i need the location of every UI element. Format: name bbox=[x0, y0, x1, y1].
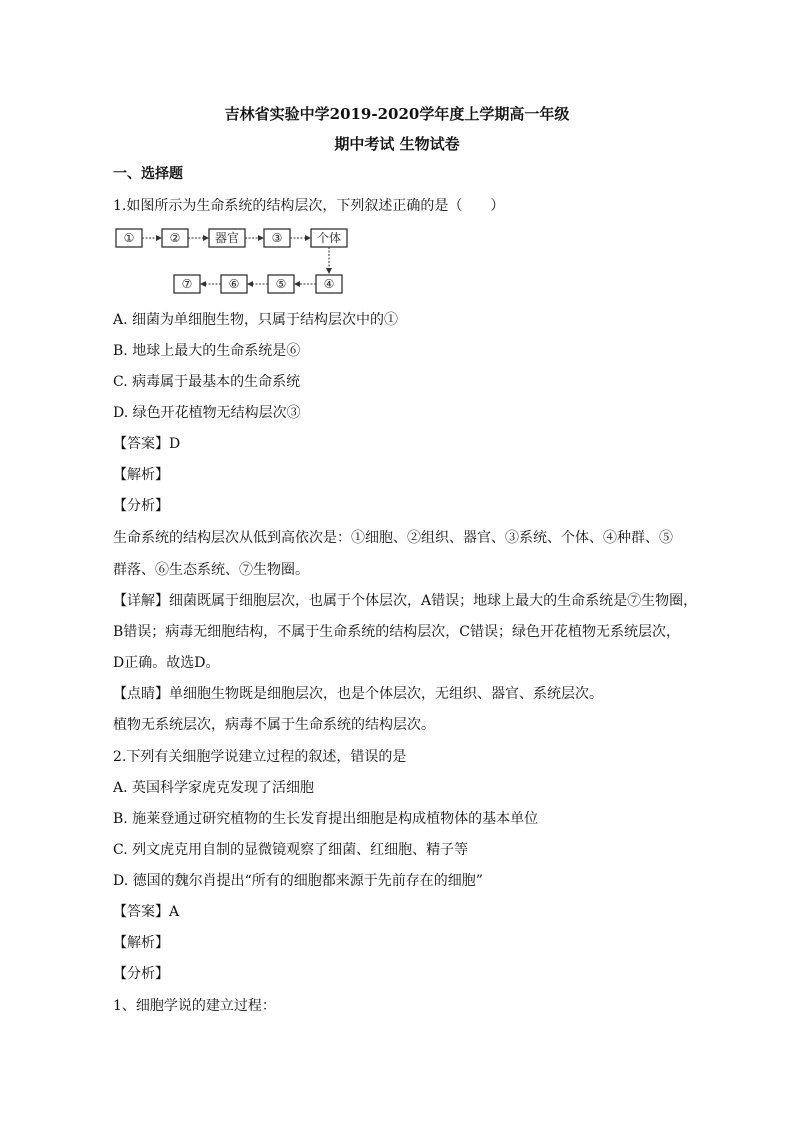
q2-explain-label: 【解析】 bbox=[113, 935, 169, 951]
q1-option-b: B. 地球上最大的生命系统是⑥ bbox=[113, 343, 301, 359]
page-title-line1: 吉林省实验中学2019-2020学年度上学期高一年级 bbox=[224, 105, 570, 123]
svg-text:④: ④ bbox=[323, 277, 335, 291]
svg-text:⑥: ⑥ bbox=[228, 277, 240, 291]
q1-point-text-2: 植物无系统层次，病毒不属于生命系统的结构层次。 bbox=[113, 717, 435, 733]
q1-explain-label: 【解析】 bbox=[113, 467, 169, 483]
structure-level-diagram bbox=[113, 226, 353, 298]
q1-option-d: D. 绿色开花植物无结构层次③ bbox=[113, 405, 301, 421]
q1-option-c: C. 病毒属于最基本的生命系统 bbox=[113, 374, 301, 390]
diagram-box-7 bbox=[174, 275, 200, 293]
diagram-box-2 bbox=[162, 229, 188, 247]
page-title-line2: 期中考试 生物试卷 bbox=[334, 135, 460, 153]
svg-text:器官: 器官 bbox=[214, 231, 240, 245]
svg-text:②: ② bbox=[169, 231, 181, 245]
q2-option-c: C. 列文虎克用自制的显微镜观察了细菌、红细胞、精子等 bbox=[113, 842, 469, 858]
q2-analysis-text-1: 1、细胞学说的建立过程： bbox=[113, 998, 276, 1014]
diagram-box-individual bbox=[311, 229, 347, 247]
diagram-box-4 bbox=[316, 275, 342, 293]
q1-detail-text-1: 【详解】细菌既属于细胞层次，也属于个体层次，A错误；地球上最大的生命系统是⑦生物圈， bbox=[113, 593, 698, 609]
q1-analysis-text-2: 群落、⑥生态系统、⑦生物圈。 bbox=[113, 562, 309, 578]
q2-option-a: A. 英国科学家虎克发现了活细胞 bbox=[113, 780, 315, 796]
svg-text:⑤: ⑤ bbox=[275, 277, 287, 291]
q1-answer: 【答案】D bbox=[113, 436, 181, 452]
q1-point-text-1: 【点睛】单细胞生物既是细胞层次，也是个体层次，无组织、器官、系统层次。 bbox=[113, 686, 603, 702]
svg-text:⑦: ⑦ bbox=[181, 277, 193, 291]
diagram-box-organ bbox=[209, 229, 245, 247]
q1-analysis-label: 【分析】 bbox=[113, 498, 169, 514]
section-heading: 一、选择题 bbox=[113, 166, 183, 182]
q2-analysis-label: 【分析】 bbox=[113, 966, 169, 982]
svg-text:③: ③ bbox=[271, 231, 283, 245]
diagram-box-6 bbox=[221, 275, 247, 293]
diagram-box-5 bbox=[268, 275, 294, 293]
diagram-box-1 bbox=[116, 229, 142, 247]
diagram-box-3 bbox=[264, 229, 290, 247]
q1-option-a: A. 细菌为单细胞生物，只属于结构层次中的① bbox=[113, 312, 399, 328]
q1-analysis-text-1: 生命系统的结构层次从低到高依次是：①细胞、②组织、器官、③系统、个体、④种群、⑤ bbox=[113, 530, 673, 546]
svg-text:①: ① bbox=[123, 231, 135, 245]
q1-detail-text-2: B错误；病毒无细胞结构，不属于生命系统的结构层次，C错误；绿色开花植物无系统层次， bbox=[113, 624, 680, 640]
q1-detail-text-3: D正确。故选D。 bbox=[113, 655, 220, 671]
q2-stem: 2.下列有关细胞学说建立过程的叙述，错误的是 bbox=[113, 749, 407, 765]
q2-answer: 【答案】A bbox=[113, 904, 180, 920]
q2-option-d: D. 德国的魏尔肖提出“所有的细胞都来源于先前存在的细胞” bbox=[113, 873, 483, 889]
svg-text:个体: 个体 bbox=[316, 231, 342, 245]
q1-stem: 1.如图所示为生命系统的结构层次，下列叙述正确的是（ ） bbox=[113, 198, 505, 214]
q2-option-b: B. 施莱登通过研究植物的生长发育提出细胞是构成植物体的基本单位 bbox=[113, 811, 539, 827]
